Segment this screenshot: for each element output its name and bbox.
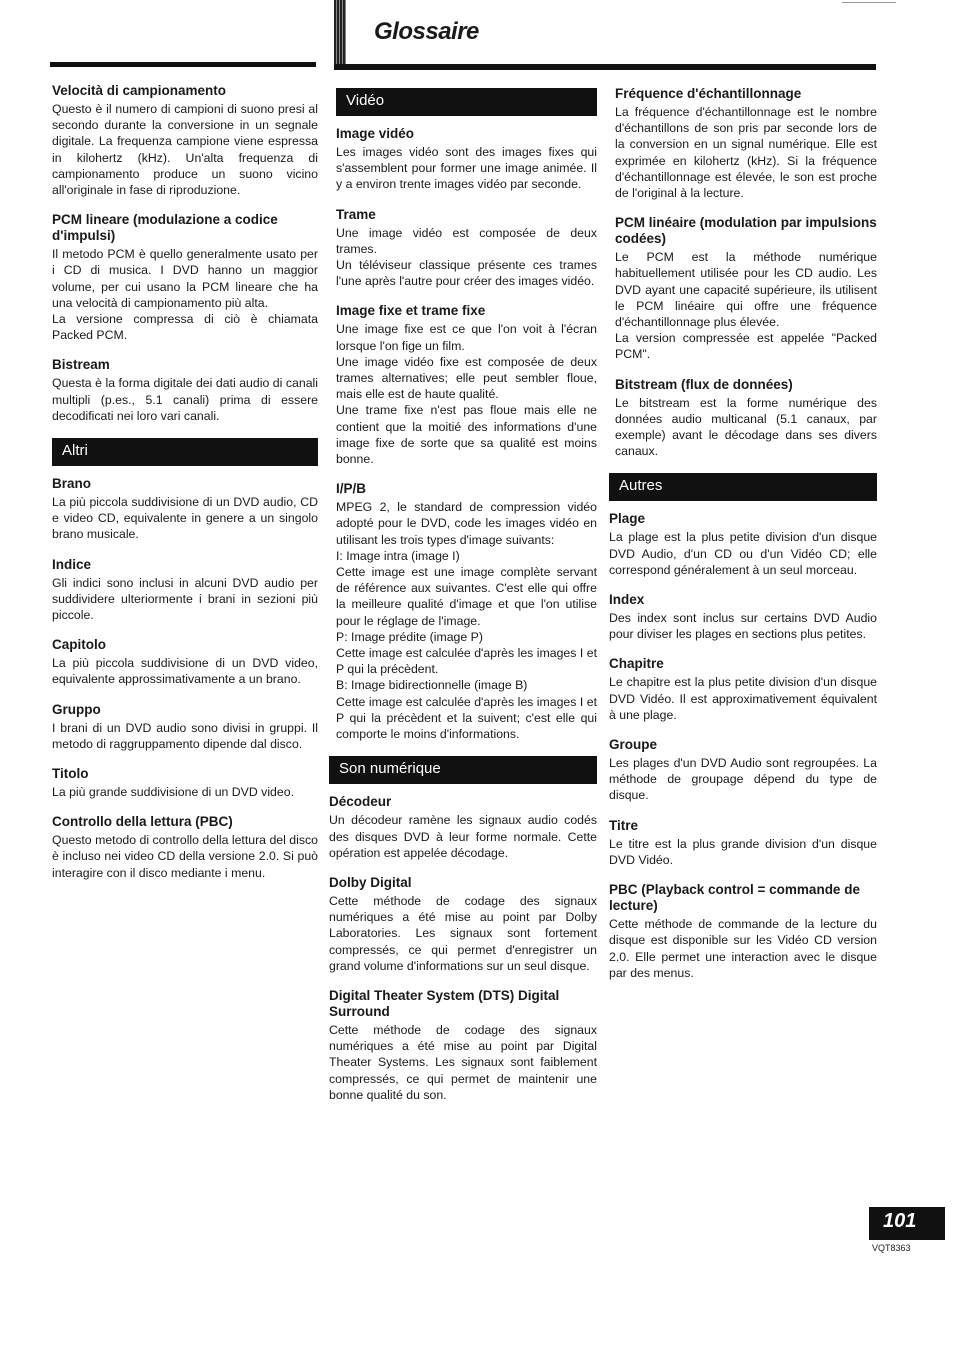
top-right-line xyxy=(842,2,896,3)
definition-paragraph: Le chapitre est la plus petite division d'un disque DVD Vidéo. Il est approximativement équivalent à une plage. xyxy=(609,675,877,722)
glossary-entry xyxy=(615,86,877,201)
glossary-definition xyxy=(336,144,597,193)
glossary-definition xyxy=(52,784,318,800)
definition-paragraph: Une image vidéo est composée de deux trames. xyxy=(336,225,597,256)
column-3 xyxy=(609,86,877,995)
glossary-entry xyxy=(52,637,318,687)
column-2 xyxy=(329,88,597,1117)
definition-paragraph: Une image vidéo fixe est composée de deux trames alternatives; elle peut sembler floue, mais elle est de haute qualité. xyxy=(336,354,597,402)
glossary-term: Brano xyxy=(52,476,92,492)
glossary-entry xyxy=(609,818,877,868)
glossary-entry xyxy=(615,377,877,460)
glossary-definition xyxy=(52,101,318,198)
glossary-definition xyxy=(615,249,877,362)
glossary-definition xyxy=(615,104,877,201)
definition-paragraph: Un téléviseur classique présente ces trames l'une après l'autre pour créer des images vidéo. xyxy=(336,258,597,289)
definition-paragraph: B: Image bidirectionnelle (image B) xyxy=(336,678,528,693)
definition-paragraph: Cette image est calculée d'après les images I et P qui la précèdent et la suivent; c'est elle qui comporte le moins d'informations. xyxy=(336,694,597,742)
glossary-definition xyxy=(609,674,877,723)
glossary-entry xyxy=(52,814,318,881)
column-1-entries xyxy=(52,83,318,424)
glossary-term: Trame xyxy=(336,206,376,222)
definition-paragraph: I: Image intra (image I) xyxy=(336,548,460,563)
glossary-definition xyxy=(609,916,877,981)
definition-paragraph: La fréquence d'échantillonnage est le nombre d'échantillons de son pris par seconde lors de la conversion en un signal numérique. Elle est exprimée en kilohertz (kHz). Si la fréquence d'échantillonnage est élevée, le son est proche de l'original à la lecture. xyxy=(615,105,877,201)
glossary-definition xyxy=(609,836,877,868)
definition-paragraph: Une image fixe est ce que l'on voit à l'écran lorsque l'on fige un film. xyxy=(336,322,597,353)
glossary-term: Velocità di campionamento xyxy=(52,83,227,98)
glossary-term: Fréquence d'échantillonnage xyxy=(615,86,802,101)
glossary-definition xyxy=(336,225,597,290)
glossary-term: Indice xyxy=(52,556,92,572)
definition-paragraph: Une trame fixe n'est pas floue mais elle ne contient que la moitié des informations d'une image fixe de sorte que sa qualité est moins bonne. xyxy=(336,403,597,467)
glossary-term: Index xyxy=(609,592,645,608)
definition-paragraph: Le bitstream est la forme numérique des données audio multicanal (5.1 canaux, par exemple) avant le décodage dans ses divers canaux. xyxy=(615,395,877,459)
glossary-entry xyxy=(609,656,877,723)
glossary-entry xyxy=(52,357,318,424)
definition-paragraph: La versione compressa di ciò è chiamata Packed PCM. xyxy=(52,312,318,343)
glossary-term: Dolby Digital xyxy=(329,874,412,890)
definition-paragraph: La più piccola suddivisione di un DVD audio, CD e video CD, equivalente in genere a un singolo brano musicale. xyxy=(52,495,318,542)
glossary-definition xyxy=(52,575,318,624)
glossary-entry xyxy=(336,207,597,290)
glossary-definition xyxy=(52,375,318,424)
definition-paragraph: I brani di un DVD audio sono divisi in gruppi. Il metodo di raggruppamento dipende dal disco. xyxy=(52,720,318,751)
glossary-entry xyxy=(52,766,318,800)
glossary-definition xyxy=(609,755,877,804)
glossary-term: I/P/B xyxy=(336,481,367,497)
section-bar-video: Vidéo xyxy=(336,88,597,116)
glossary-term: Digital Theater System (DTS) Digital Surround xyxy=(329,987,560,1019)
definition-paragraph: Un décodeur ramène les signaux audio codés des disques DVD à leur forme normale. Cette opération est appelée décodage. xyxy=(329,813,597,860)
glossary-term: Titre xyxy=(609,817,639,833)
column-1 xyxy=(52,83,318,895)
column-3-entries xyxy=(615,86,877,459)
glossary-definition xyxy=(52,655,318,687)
glossary-entry xyxy=(52,212,318,343)
definition-paragraph: Questo metodo di controllo della lettura del disco è incluso nei video CD della versione 2.0. Si può interagire con il disco mediante i menu. xyxy=(52,833,318,880)
glossary-term: Plage xyxy=(609,511,646,527)
glossary-entry xyxy=(609,592,877,642)
glossary-term: Chapitre xyxy=(609,656,664,672)
header-rule-right xyxy=(334,64,876,70)
definition-paragraph: Cette image est une image complète servant de référence aux suivantes. C'est elle qui offre la meilleure qualité d'image et que l'on utilise pour le réglage de l'image. xyxy=(336,565,597,628)
definition-paragraph: Cette méthode de codage des signaux numériques a été mise au point par Dolby Laboratories. Les signaux sont fortement compressés, ce qui permet d'enregistrer un grand volume d'informations sur un seul disque. xyxy=(329,893,597,973)
definition-paragraph: La più piccola suddivisione di un DVD video, equivalente approssimativamente a un brano. xyxy=(52,656,318,687)
glossary-term: Controllo della lettura (PBC) xyxy=(52,814,233,830)
glossary-term: PCM linéaire (modulation par impulsions codées) xyxy=(615,215,877,247)
definition-paragraph: Le PCM est la méthode numérique habituellement utilisée pour les CD audio. Les DVD ayant une capacité supérieure, ils utilisent le PCM linéaire qui offre une fréquence d'échantillonnage plus élevée. xyxy=(615,250,877,330)
column-2-video-entries xyxy=(336,126,597,742)
glossary-term: Capitolo xyxy=(52,637,106,653)
definition-paragraph: Les plages d'un DVD Audio sont regroupées. La méthode de groupage dépend du type de disque. xyxy=(609,756,877,803)
glossary-entry xyxy=(52,557,318,624)
glossary-definition xyxy=(52,720,318,752)
section-bar-son-numerique: Son numérique xyxy=(329,756,597,784)
definition-paragraph: Cette méthode de codage des signaux numériques a été mise au point par Digital Theater Systems. Les signaux sont faiblement compressés, ce qui permet de maintenir une bonne qualité du son. xyxy=(329,1022,597,1102)
glossary-entry xyxy=(609,737,877,804)
glossary-entry xyxy=(329,988,597,1103)
glossary-entry xyxy=(336,303,597,467)
section-bar-autres: Autres xyxy=(609,473,877,501)
glossary-term: Groupe xyxy=(609,737,658,753)
definition-paragraph: P: Image prédite (image P) xyxy=(336,629,483,644)
glossary-definition xyxy=(329,812,597,861)
column-1-section-entries xyxy=(52,476,318,881)
glossary-term: PCM lineare (modulazione a codice d'impulsi) xyxy=(52,212,278,244)
definition-paragraph: Le titre est la plus grande division d'un disque DVD Vidéo. xyxy=(609,836,877,867)
glossary-definition xyxy=(609,529,877,578)
header-rule-left xyxy=(50,62,316,67)
glossary-definition xyxy=(329,1022,597,1103)
definition-paragraph: Des index sont inclus sur certains DVD Audio pour diviser les plages en sections plus petites. xyxy=(609,611,877,642)
glossary-definition xyxy=(52,832,318,881)
glossary-entry xyxy=(609,882,877,981)
glossary-term: Bistream xyxy=(52,357,110,373)
glossary-entry xyxy=(336,126,597,193)
page-title: Glossaire xyxy=(374,18,479,45)
glossary-term: Gruppo xyxy=(52,701,101,717)
glossary-term: Titolo xyxy=(52,766,89,782)
glossary-term: Image vidéo xyxy=(336,126,415,141)
column-3-section-entries xyxy=(609,511,877,980)
definition-paragraph: La più grande suddivisione di un DVD video. xyxy=(52,785,294,800)
definition-paragraph: Il metodo PCM è quello generalmente usato per i CD di musica. I DVD hanno un maggior volume, per cui usano la PCM lineare che ha una velocità di campionamento più alta. xyxy=(52,247,318,310)
definition-paragraph: Les images vidéo sont des images fixes qui s'assemblent pour former une image animée. Il y a environ trente images vidéo par seconde. xyxy=(336,145,597,192)
definition-paragraph: Questo è il numero di campioni di suono presi al secondo durante la conversione in un segnale digitale. La frequenza campione viene espressa in kilohertz (kHz). Un'alta frequenza di campionamento produce un suono vicino all'originale in fase di riproduzione. xyxy=(52,102,318,198)
glossary-entry xyxy=(336,481,597,742)
glossary-entry xyxy=(615,215,877,362)
glossary-entry xyxy=(52,83,318,198)
document-code: VQT8363 xyxy=(872,1243,911,1253)
header-bar xyxy=(334,0,346,70)
glossary-definition xyxy=(609,610,877,642)
definition-paragraph: Questa è la forma digitale dei dati audio di canali multipli (p.es., 5.1 canali) prima di essere decodificati nei loro vari canali. xyxy=(52,376,318,423)
glossary-term: Décodeur xyxy=(329,794,392,810)
glossary-entry xyxy=(52,702,318,752)
definition-paragraph: Gli indici sono inclusi in alcuni DVD audio per suddividere ulteriormente i brani in sezioni più piccole. xyxy=(52,575,318,623)
definition-paragraph: La plage est la plus petite division d'un disque DVD Audio, d'un CD ou d'un Vidéo CD; elle correspond généralement à un seul morceau. xyxy=(609,530,877,577)
glossary-entry xyxy=(329,875,597,974)
glossary-definition xyxy=(329,893,597,974)
column-2-son-entries xyxy=(329,794,597,1103)
definition-paragraph: La version compressée est appelée "Packed PCM". xyxy=(615,331,877,362)
definition-paragraph: Cette méthode de commande de la lecture du disque est disponible sur les Vidéo CD version 2.0. Elle permet une interaction avec le disque par des menus. xyxy=(609,917,877,980)
glossary-definition xyxy=(336,499,597,742)
glossary-term: Image fixe et trame fixe xyxy=(336,303,486,319)
definition-paragraph: Cette image est calculée d'après les images I et P qui la précèdent. xyxy=(336,646,597,677)
section-bar-altri: Altri xyxy=(52,438,318,466)
glossary-entry xyxy=(609,511,877,578)
glossary-definition xyxy=(615,395,877,460)
glossary-definition xyxy=(336,321,597,467)
page-number: 101 xyxy=(869,1207,945,1240)
glossary-entry xyxy=(329,794,597,861)
glossary-definition xyxy=(52,246,318,343)
definition-paragraph: MPEG 2, le standard de compression vidéo adopté pour le DVD, code les images vidéo en utilisant les trois types d'image suivants: xyxy=(336,500,597,547)
glossary-definition xyxy=(52,494,318,543)
glossary-entry xyxy=(52,476,318,543)
glossary-term: PBC (Playback control = commande de lecture) xyxy=(609,882,860,914)
glossary-term: Bitstream (flux de données) xyxy=(615,376,793,392)
